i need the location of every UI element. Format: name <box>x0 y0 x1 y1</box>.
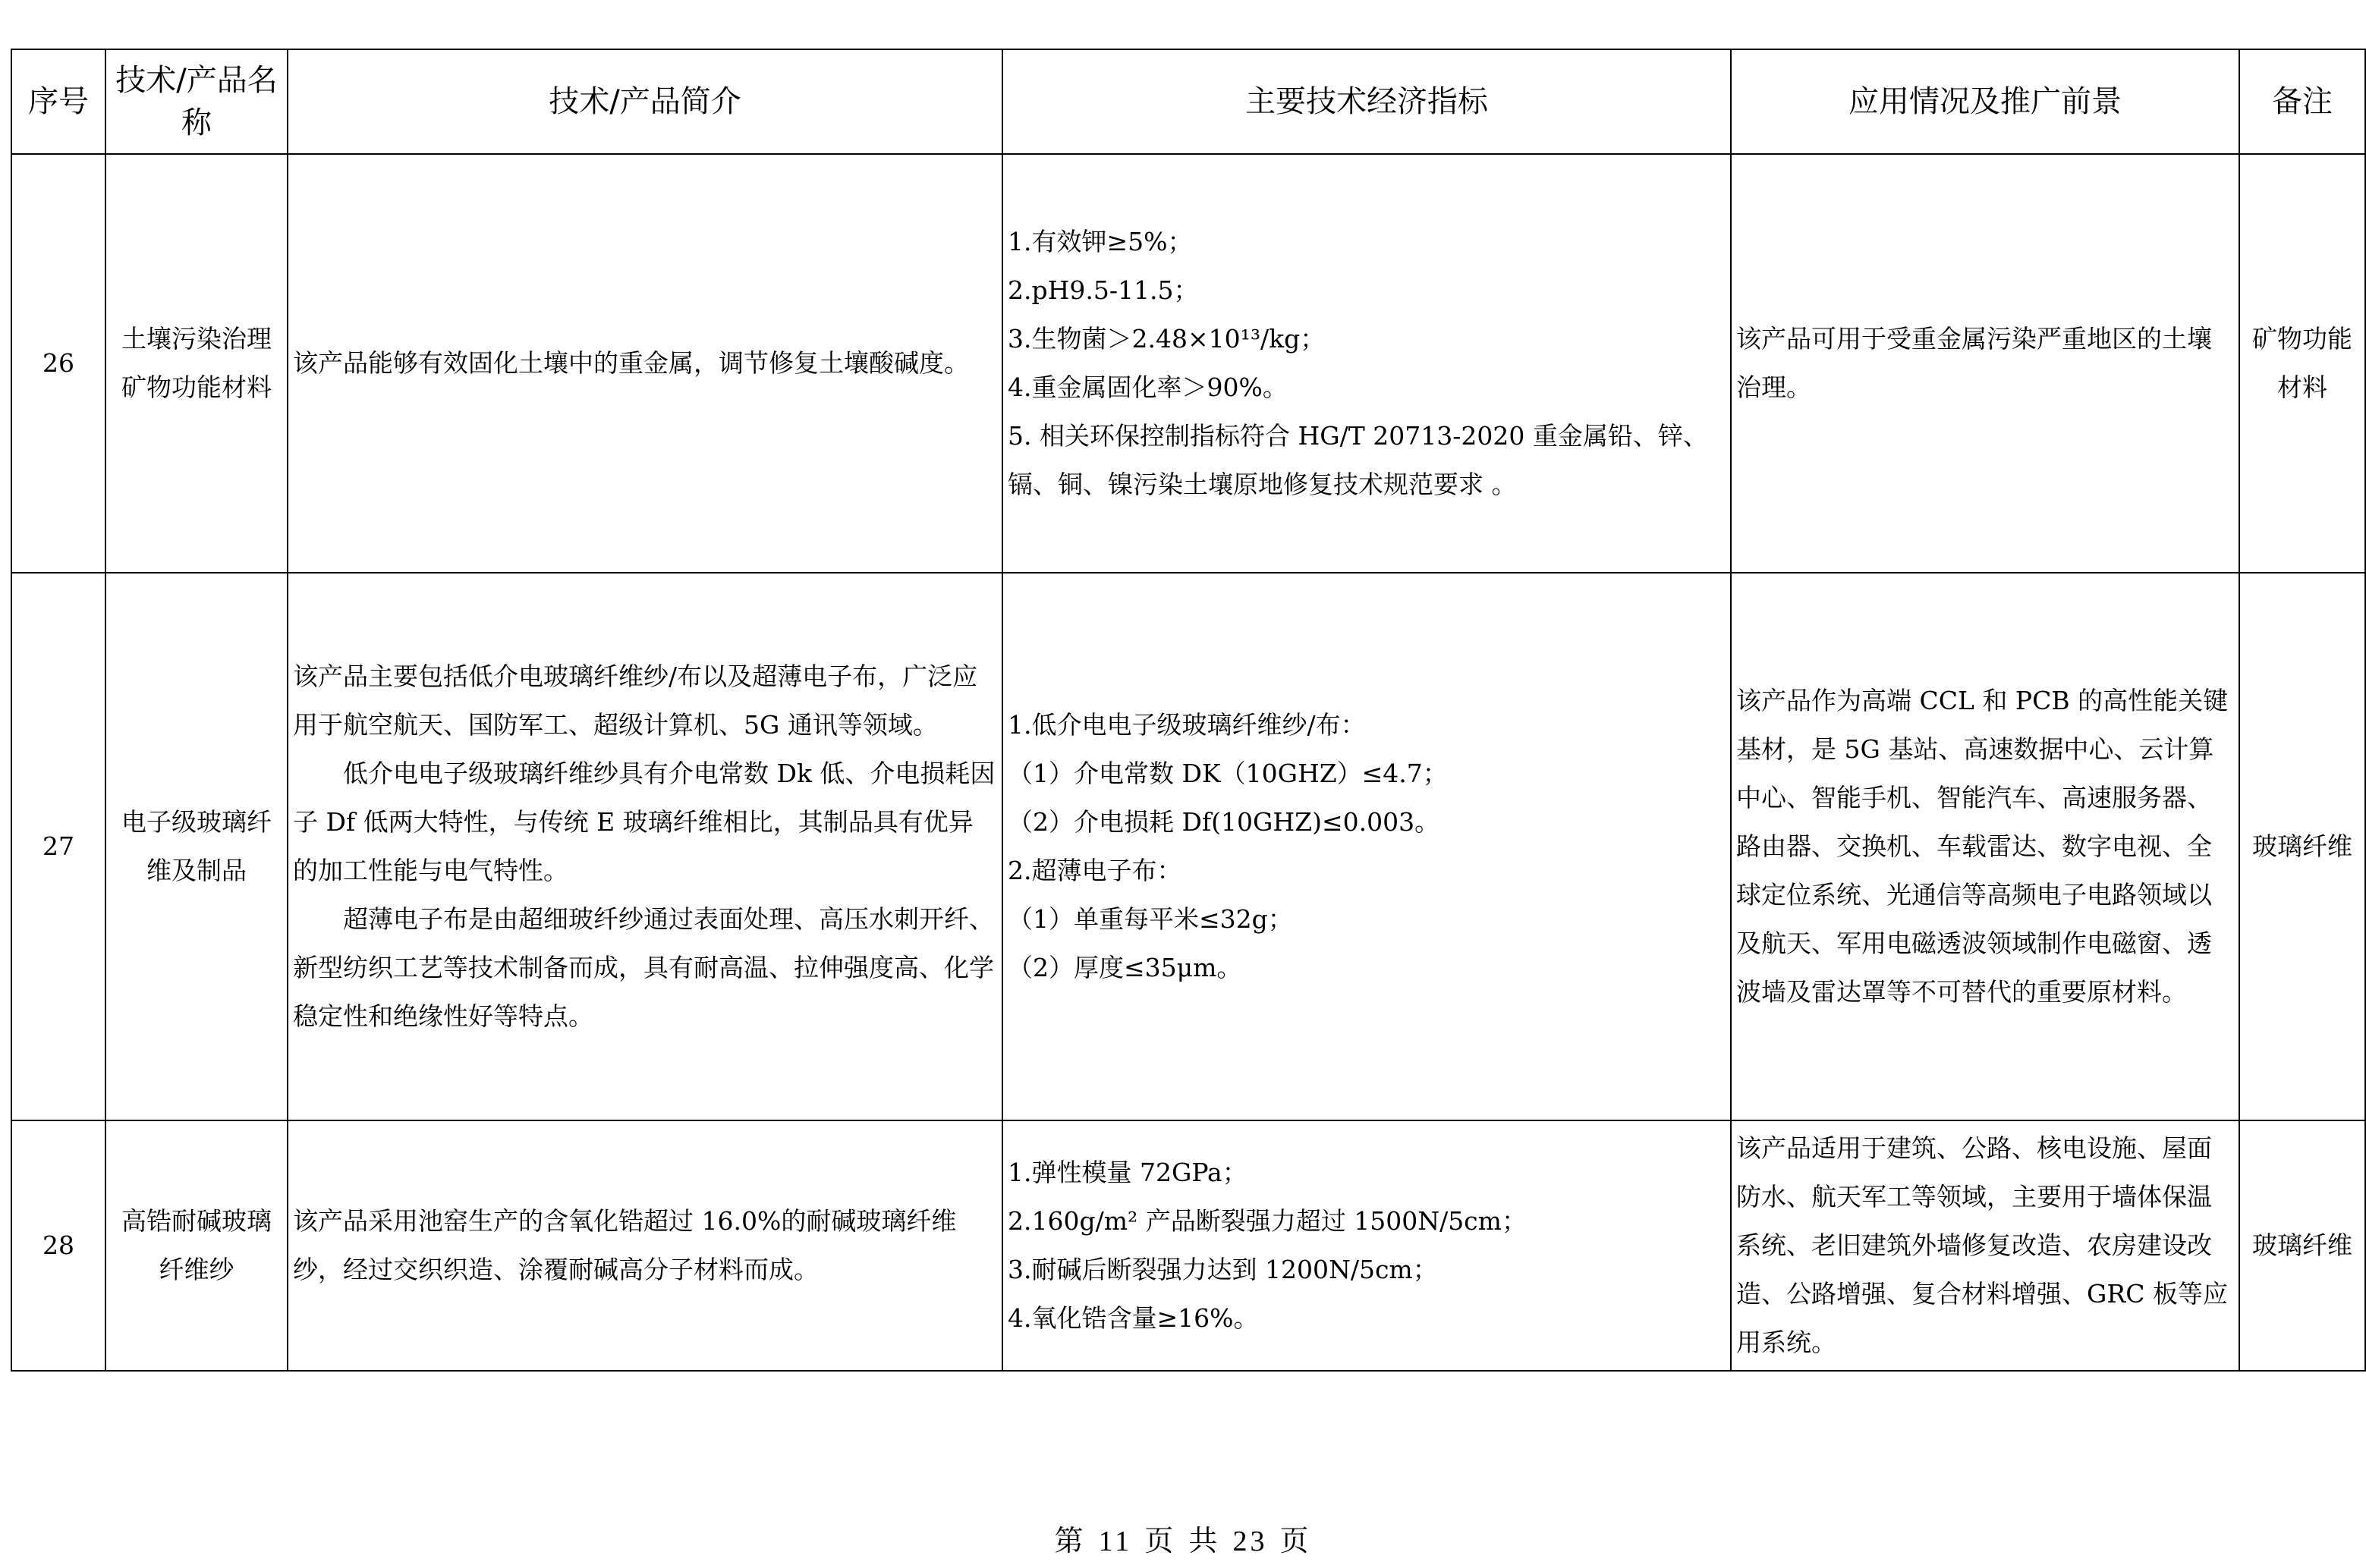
indicator-item: 3.生物菌＞2.48×10¹³/kg； <box>1008 324 1326 354</box>
indicator-item: 4.重金属固化率＞90%。 <box>1008 372 1288 402</box>
intro-paragraph: 低介电电子级玻璃纤维纱具有介电常数 Dk 低、介电损耗因子 Df 低两大特性，与传统 E 玻璃纤维相比，其制品具有优异的加工性能与电气特性。 <box>293 759 996 885</box>
indicator-item: 2.超薄电子布： <box>1008 856 1182 885</box>
cell-application: 该产品可用于受重金属污染严重地区的土壤治理。 <box>1731 154 2239 573</box>
footer-middle: 页 共 <box>1144 1524 1221 1557</box>
indicator-item: 4.氧化锆含量≥16%。 <box>1008 1303 1259 1333</box>
cell-application: 该产品适用于建筑、公路、核电设施、屋面防水、航天军工等领域，主要用于墙体保温系统、老旧建筑外墙修复改造、农房建设改造、公路增强、复合材料增强、GRC 板等应用系统。 <box>1731 1120 2239 1371</box>
indicator-item: 2.pH9.5-11.5； <box>1008 275 1199 305</box>
footer-prefix: 第 <box>1054 1524 1087 1557</box>
intro-paragraph: 超薄电子布是由超细玻纤纱通过表面处理、高压水刺开纤、新型纺织工艺等技术制备而成，具有耐高温、拉伸强度高、化学稳定性和绝缘性好等特点。 <box>293 904 994 1031</box>
footer-page-number: 11 <box>1098 1526 1133 1557</box>
cell-no: 28 <box>11 1120 105 1371</box>
cell-name: 电子级玻璃纤维及制品 <box>105 573 288 1120</box>
table-row <box>11 154 2365 573</box>
cell-remark: 玻璃纤维 <box>2239 573 2365 1120</box>
indicator-item: 1.有效钾≥5%； <box>1008 227 1193 256</box>
intro-paragraph: 该产品能够有效固化土壤中的重金属，调节修复土壤酸碱度。 <box>293 348 969 378</box>
table-row <box>11 1120 2365 1371</box>
indicator-item: （2）厚度≤35μm。 <box>1008 953 1242 982</box>
intro-paragraph: 该产品主要包括低介电玻璃纤维纱/布以及超薄电子布，广泛应用于航空航天、国防军工、超级计算机、5G 通讯等领域。 <box>293 661 978 740</box>
indicator-item: 5. 相关环保控制指标符合 HG/T 20713-2020 重金属铅、锌、镉、铜、镍污染土壤原地修复技术规范要求 。 <box>1008 421 1708 499</box>
cell-indicators <box>1002 154 1731 573</box>
cell-application: 该产品作为高端 CCL 和 PCB 的高性能关键基材，是 5G 基站、高速数据中心、云计算中心、智能手机、智能汽车、高速服务器、路由器、交换机、车载雷达、数字电视、全球定位系统、光通信等高频电子电路领域以及航天、军用电磁透波领域制作电磁窗、透波墙及雷达罩等不可替代的重要原材料。 <box>1731 573 2239 1120</box>
header-no: 序号 <box>11 49 105 154</box>
header-intro: 技术/产品简介 <box>288 49 1002 154</box>
cell-intro <box>288 154 1002 573</box>
indicator-item: 2.160g/m² 产品断裂强力超过 1500N/5cm； <box>1008 1206 1527 1236</box>
cell-no: 27 <box>11 573 105 1120</box>
indicator-item: （1）单重每平米≤32g； <box>1008 904 1293 934</box>
indicator-item: （2）介电损耗 Df(10GHZ)≤0.003。 <box>1008 807 1440 837</box>
table-row <box>11 573 2365 1120</box>
cell-indicators <box>1002 1120 1731 1371</box>
indicator-item: 3.耐碱后断裂强力达到 1200N/5cm； <box>1008 1255 1438 1284</box>
header-remark: 备注 <box>2239 49 2365 154</box>
cell-remark: 矿物功能材料 <box>2239 154 2365 573</box>
cell-indicators <box>1002 573 1731 1120</box>
header-name: 技术/产品名称 <box>105 49 288 154</box>
page-footer <box>0 1517 2366 1559</box>
cell-name: 高锆耐碱玻璃纤维纱 <box>105 1120 288 1371</box>
indicator-item: 1.低介电电子级玻璃纤维纱/布： <box>1008 710 1366 740</box>
product-table <box>11 49 2366 1372</box>
footer-total-pages: 23 <box>1232 1526 1268 1557</box>
header-application: 应用情况及推广前景 <box>1731 49 2239 154</box>
header-row <box>11 49 2365 154</box>
indicator-item: （1）介电常数 DK（10GHZ）≤4.7； <box>1008 759 1448 788</box>
intro-paragraph: 该产品采用池窑生产的含氧化锆超过 16.0%的耐碱玻璃纤维纱，经过交织织造、涂覆耐碱高分子材料而成。 <box>293 1206 957 1284</box>
cell-no: 26 <box>11 154 105 573</box>
header-indicators: 主要技术经济指标 <box>1002 49 1731 154</box>
cell-name: 土壤污染治理矿物功能材料 <box>105 154 288 573</box>
cell-intro <box>288 1120 1002 1371</box>
cell-intro <box>288 573 1002 1120</box>
indicator-item: 1.弹性模量 72GPa； <box>1008 1158 1247 1187</box>
cell-remark: 玻璃纤维 <box>2239 1120 2365 1371</box>
footer-suffix: 页 <box>1279 1524 1312 1557</box>
